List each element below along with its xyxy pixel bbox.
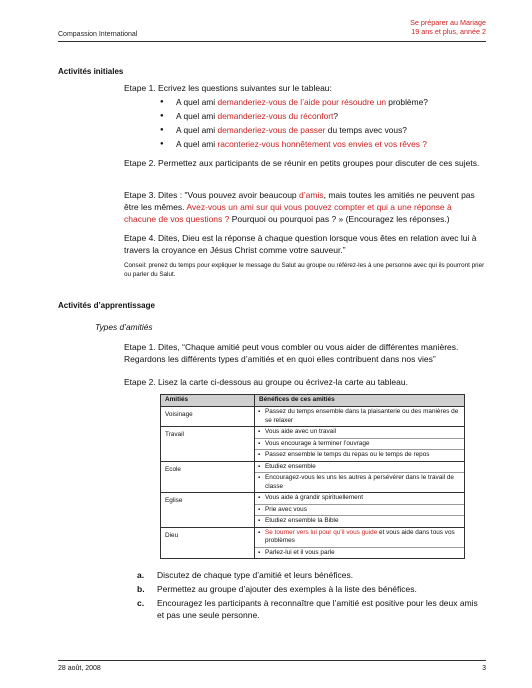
header-title-line2: 19 ans et plus, année 2 — [411, 27, 486, 36]
list-item: a. Discutez de chaque type d’amitié et leurs bénéfices. — [137, 570, 354, 580]
table-row — [161, 527, 465, 559]
learning-etape2: Etape 2. Lisez la carte ci-dessous au groupe ou écrivez-la carte au tableau. — [124, 377, 408, 387]
table-row — [161, 427, 465, 462]
subheading-types: Types d’amitiés — [95, 322, 153, 332]
list-item: c. Encouragez les participants à reconnaître que l’amitié est positive pour les deux amis et pas une seule personne. — [137, 598, 478, 620]
benefit-item: ▪ Vous encourage à terminer l’ouvrage — [255, 439, 464, 451]
benefit-item: ▪ Prie avec vous — [255, 505, 464, 517]
etape1-intro: Etape 1. Ecrivez les questions suivantes sur le tableau: — [124, 83, 332, 93]
table-row — [161, 407, 465, 427]
section-heading-learning: Activités d’apprentissage — [58, 301, 155, 310]
conseil-note: Conseil: prenez du temps pour expliquer le message du Salut au groupe ou référez-les à une personne avec qui ils pourront prier ou parler du Salut. — [124, 262, 485, 278]
table-header-friendships: Amitiés — [161, 395, 255, 407]
friendship-type: Ecole — [161, 461, 255, 493]
friendship-table — [160, 394, 465, 559]
etape3-text: Etape 3. Dites : "Vous pouvez avoir beaucoup d’amis, mais toutes les amitiés ne peuvent pas être les mêmes. Avez-vous un ami sur qui vous pouvez compter et qui a une réponse à chacune de vos questions ? Pourquoi ou pourquoi pas ? » (Encouragez les réponses.) — [124, 190, 475, 224]
benefit-item: ▪ Parlez-lui et il vous parle — [255, 548, 464, 559]
friendship-type: Dieu — [161, 527, 255, 559]
table-header-row — [161, 395, 465, 407]
benefit-item: ▪ Vous aide à grandir spirituellement — [255, 493, 464, 505]
table-header-benefits: Bénéfices de ces amitiés — [255, 395, 465, 407]
header-divider — [58, 41, 486, 42]
footer-date: 28 août, 2008 — [58, 665, 101, 672]
friendship-type: Travail — [161, 427, 255, 462]
section-heading-initial: Activités initiales — [58, 67, 124, 76]
question-list — [160, 97, 490, 153]
benefit-cell — [255, 427, 465, 462]
page-number: 3 — [482, 665, 486, 672]
question-item: ● A quel ami raconteriez-vous honnêtement vos envies et vos rêves ? — [160, 139, 490, 153]
benefit-cell — [255, 527, 465, 559]
benefit-item: ▪ Encouragez-vous les uns les autres à persévérer dans le travail de classe — [255, 473, 464, 492]
header-title — [410, 18, 486, 36]
benefit-item: ▪ Passez du temps ensemble dans la plaisanterie ou des manières de se relaxer — [255, 407, 464, 426]
benefit-cell — [255, 493, 465, 528]
friendship-type: Eglise — [161, 493, 255, 528]
question-item: ● A quel ami demanderiez-vous de passer du temps avec vous? — [160, 125, 490, 139]
table-row — [161, 493, 465, 528]
friendship-type: Voisinage — [161, 407, 255, 427]
etape2-text: Etape 2. Permettez aux participants de se réunir en petits groupes pour discuter de ces sujets. — [124, 158, 480, 168]
benefit-cell — [255, 407, 465, 427]
learning-etape1: Etape 1. Dites, “Chaque amitié peut vous combler ou vous aider de différentes manières. Regardons les différents types d’amitiés et en quoi elles contribuent dans nos vies” — [124, 342, 459, 364]
header-title-line1: Se préparer au Mariage — [410, 18, 486, 27]
benefit-item: ▪ Vous aide avec un travail — [255, 427, 464, 439]
etape4-text: Etape 4. Dites, Dieu est la réponse à chaque question lorsque vous êtes en relation avec lui à travers la croyance en Jésus Christ comme votre sauveur.” — [124, 233, 477, 255]
list-item: b. Permettez au groupe d’ajouter des exemples à la liste des bénéfices. — [137, 584, 417, 594]
discussion-list — [137, 569, 487, 623]
benefit-item: ▪ Passez ensemble le temps du repas ou le temps de repos — [255, 450, 464, 461]
header-organization: Compassion International — [58, 31, 138, 38]
question-item: ● A quel ami demanderiez-vous de l’aide pour résoudre un problème? — [160, 97, 490, 111]
benefit-item: ▪ Se tourner vers lui pour qu’il vous guide et vous aide dans tous vos problèmes — [255, 528, 464, 548]
benefit-item: ▪ Etudiez ensemble la Bible — [255, 516, 464, 527]
benefit-item: ▪ Etudiez ensemble — [255, 462, 464, 474]
question-item: ● A quel ami demanderiez-vous du réconfort? — [160, 111, 490, 125]
footer-divider — [58, 660, 486, 661]
benefit-cell — [255, 461, 465, 493]
table-row — [161, 461, 465, 493]
